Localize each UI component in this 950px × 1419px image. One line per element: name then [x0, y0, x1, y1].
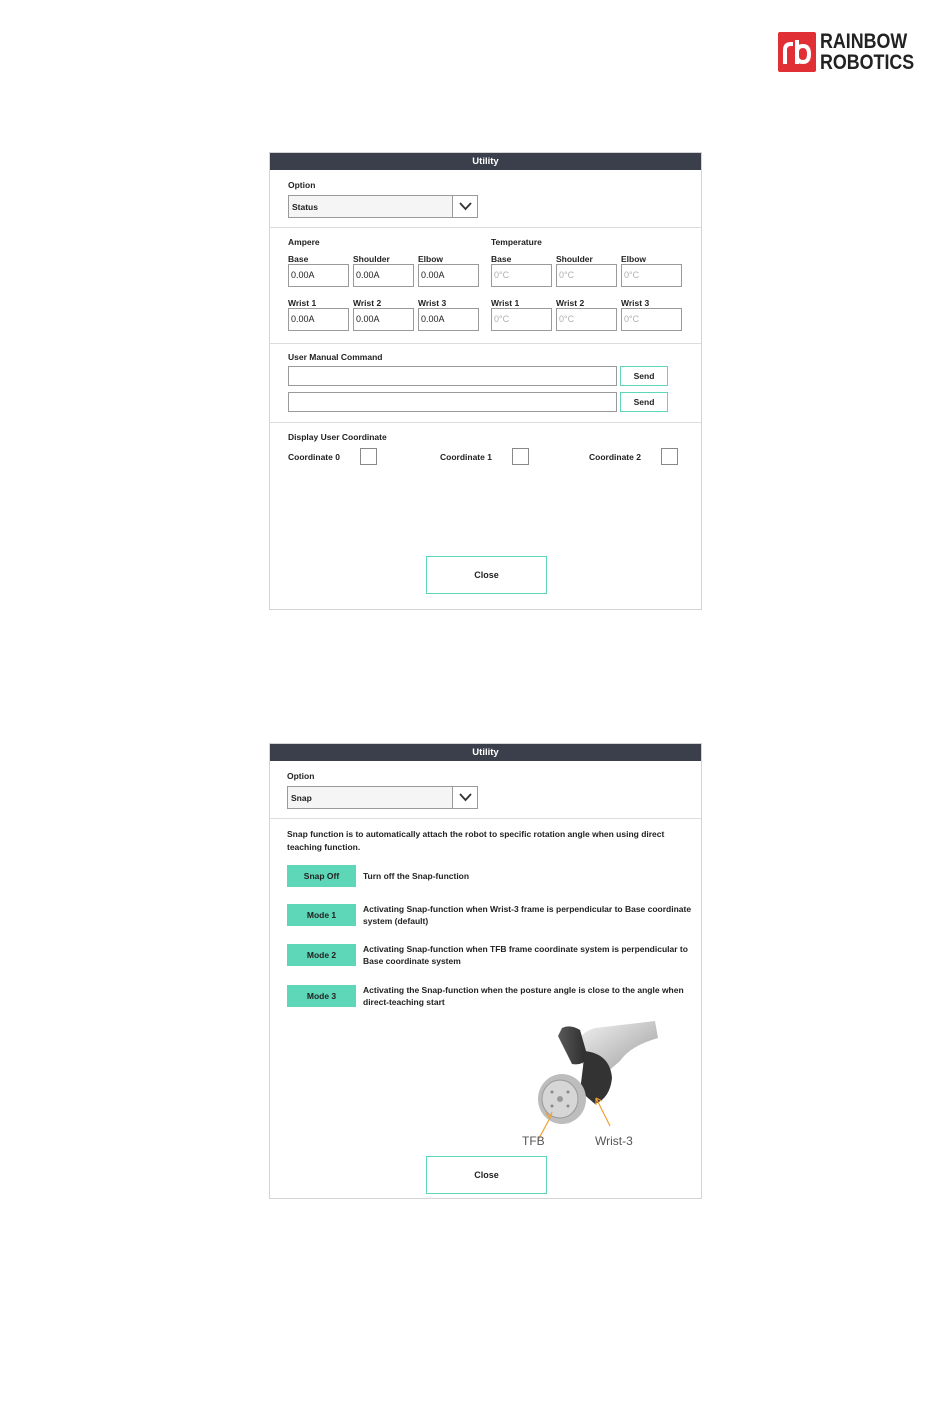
option-label: Option [287, 771, 315, 781]
coordinate-2-label: Coordinate 2 [589, 452, 641, 462]
temp-base-label: Base [491, 254, 512, 264]
panel-title: Utility [270, 744, 701, 761]
option-section [270, 761, 701, 819]
snap-off-button[interactable]: Snap Off [287, 865, 356, 887]
option-select[interactable] [288, 195, 478, 218]
temp-wrist3-label: Wrist 3 [621, 298, 650, 308]
temp-base-field: 0°C [491, 264, 552, 287]
option-section [270, 170, 701, 228]
coordinate-2-checkbox[interactable] [661, 448, 678, 465]
manual-command-heading: User Manual Command [288, 352, 383, 362]
coordinate-0-label: Coordinate 0 [288, 452, 340, 462]
temp-wrist1-field: 0°C [491, 308, 552, 331]
option-select-value: Snap [291, 793, 312, 803]
temperature-heading: Temperature [491, 237, 542, 247]
snap-content [270, 819, 701, 1198]
mode-2-button[interactable]: Mode 2 [287, 944, 356, 966]
temp-wrist2-field: 0°C [556, 308, 617, 331]
chevron-down-icon[interactable] [452, 787, 477, 808]
chevron-down-icon[interactable] [452, 196, 477, 217]
ampere-temperature-section [270, 228, 701, 344]
ampere-wrist3-field: 0.00A [418, 308, 479, 331]
ampere-shoulder-field: 0.00A [353, 264, 414, 287]
tfb-label: TFB [522, 1134, 545, 1148]
option-select[interactable] [287, 786, 478, 809]
snap-off-desc: Turn off the Snap-function [363, 871, 470, 881]
snap-description: Snap function is to automatically attach the robot to specific rotation angle when using direct teaching function. [287, 829, 665, 852]
coordinate-section [270, 423, 701, 609]
command-input-2[interactable] [288, 392, 617, 412]
utility-panel-snap [269, 743, 702, 1199]
robot-wrist-illustration [510, 1016, 680, 1151]
mode-3-desc: Activating the Snap-function when the posture angle is close to the angle when direct-teaching start [363, 985, 684, 1007]
panel-title: Utility [270, 153, 701, 170]
close-button[interactable]: Close [426, 556, 547, 594]
temp-wrist2-label: Wrist 2 [556, 298, 585, 308]
ampere-shoulder-label: Shoulder [353, 254, 390, 264]
logo-wordmark: RAINBOW ROBOTICS [820, 30, 915, 74]
rb-logo-mark [778, 32, 816, 72]
mode-2-desc: Activating Snap-function when TFB frame coordinate system is perpendicular to Base coordinate system [363, 944, 688, 966]
ampere-wrist3-label: Wrist 3 [418, 298, 447, 308]
send-button-1[interactable]: Send [620, 366, 668, 386]
utility-panel-status [269, 152, 702, 610]
rb-glyph-icon [782, 38, 812, 66]
ampere-heading: Ampere [288, 237, 320, 247]
rainbow-robotics-logo [778, 30, 915, 74]
ampere-elbow-label: Elbow [418, 254, 444, 264]
mode-1-button[interactable]: Mode 1 [287, 904, 356, 926]
temp-elbow-label: Elbow [621, 254, 647, 264]
temp-shoulder-label: Shoulder [556, 254, 593, 264]
ampere-wrist1-label: Wrist 1 [288, 298, 317, 308]
temp-shoulder-field: 0°C [556, 264, 617, 287]
coordinate-1-label: Coordinate 1 [440, 452, 492, 462]
ampere-wrist2-label: Wrist 2 [353, 298, 382, 308]
ampere-base-label: Base [288, 254, 309, 264]
coordinate-1-checkbox[interactable] [512, 448, 529, 465]
temp-wrist3-field: 0°C [621, 308, 682, 331]
wrist3-label: Wrist-3 [595, 1134, 633, 1148]
ampere-wrist2-field: 0.00A [353, 308, 414, 331]
manual-command-section [270, 344, 701, 423]
temp-elbow-field: 0°C [621, 264, 682, 287]
option-select-value: Status [292, 202, 318, 212]
close-button[interactable]: Close [426, 1156, 547, 1194]
mode-3-button[interactable]: Mode 3 [287, 985, 356, 1007]
ampere-elbow-field: 0.00A [418, 264, 479, 287]
coordinate-0-checkbox[interactable] [360, 448, 377, 465]
temp-wrist1-label: Wrist 1 [491, 298, 520, 308]
coordinate-heading: Display User Coordinate [288, 432, 387, 442]
option-label: Option [288, 180, 316, 190]
ampere-wrist1-field: 0.00A [288, 308, 349, 331]
ampere-base-field: 0.00A [288, 264, 349, 287]
mode-1-desc: Activating Snap-function when Wrist-3 frame is perpendicular to Base coordinate system (default) [363, 904, 692, 926]
send-button-2[interactable]: Send [620, 392, 668, 412]
command-input-1[interactable] [288, 366, 617, 386]
